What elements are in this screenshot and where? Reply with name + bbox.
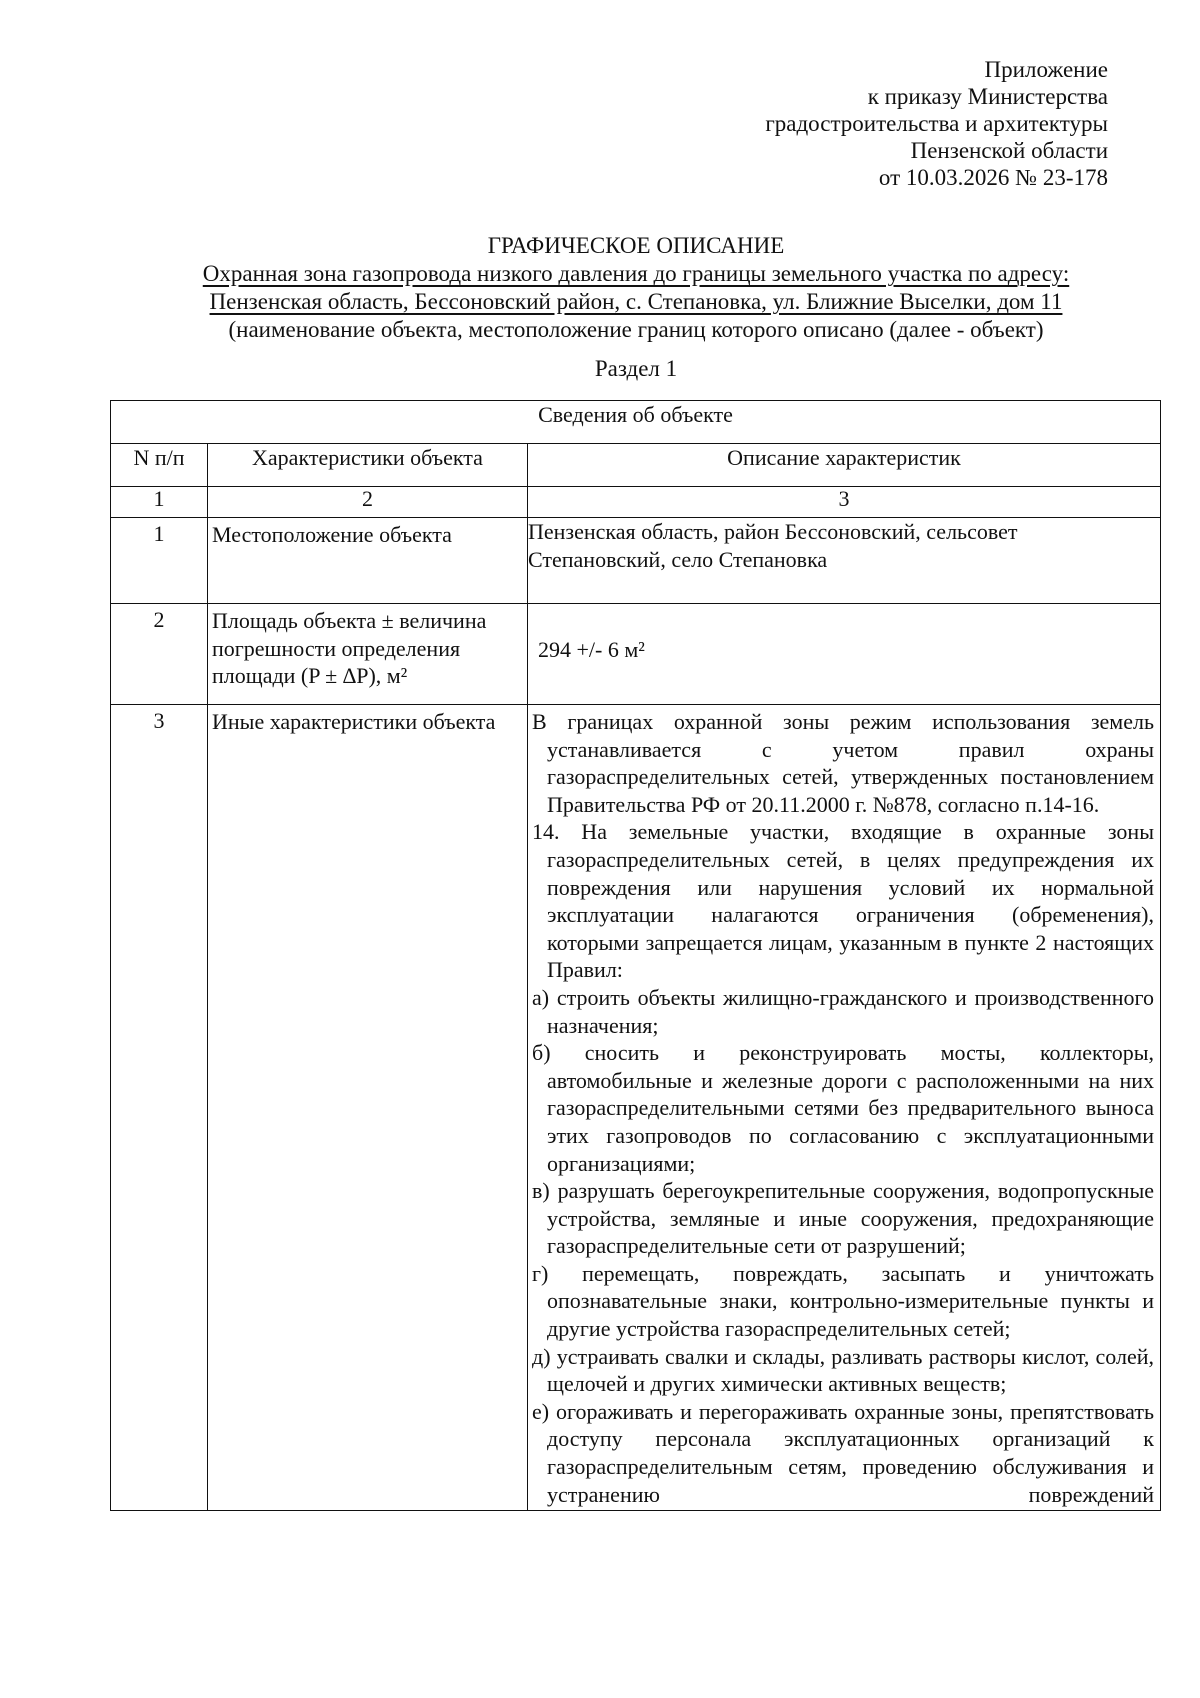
table-title: Сведения об объекте xyxy=(111,401,1161,444)
row-description: Пензенская область, район Бессоновский, сельсовет Степановский, село Степановка xyxy=(528,518,1161,604)
row-characteristic: Местоположение объекта xyxy=(208,518,528,604)
object-info-table xyxy=(110,400,1161,1511)
row-description: 294 +/- 6 м² xyxy=(538,637,645,662)
appendix-block xyxy=(765,56,1108,191)
column-index: 3 xyxy=(528,487,1161,518)
description-paragraph: а) строить объекты жилищно-гражданского и производственного назначения; xyxy=(532,984,1154,1038)
document-heading: ГРАФИЧЕСКОЕ ОПИСАНИЕ xyxy=(487,233,785,258)
row-number: 2 xyxy=(111,604,208,705)
column-index: 1 xyxy=(111,487,208,518)
description-paragraph: 14. На земельные участки, входящие в охранные зоны газораспределительных сетей, в целях предупреждения их повреждения или нарушения условий их нормальной эксплуатации налагаются ограничения (обременения), которыми запрещается лицам, указанным в пункте 2 настоящих Правил: xyxy=(532,819,1154,983)
appendix-line: к приказу Министерства xyxy=(867,84,1108,109)
object-caption: (наименование объекта, местоположение границ которого описано (далее - объект) xyxy=(228,317,1044,342)
description-paragraph: б) сносить и реконструировать мосты, коллекторы, автомобильные и железные дороги с расположенными на них газораспределительными сетями без предварительного выноса этих газопроводов по согласованию с эксплуатационными организациями; xyxy=(532,1040,1154,1176)
description-paragraph: е) огораживать и перегораживать охранные зоны, препятствовать доступу персонала эксплуатационных организаций к газораспределительным сетям, проведению обслуживания и устранению повреждений xyxy=(532,1398,1154,1507)
table-row xyxy=(111,705,1161,1511)
appendix-line: Пензенской области xyxy=(910,138,1108,163)
row-number: 3 xyxy=(111,705,208,1511)
header-description: Описание характеристик xyxy=(528,444,1161,487)
appendix-line: градостроительства и архитектуры xyxy=(765,111,1108,136)
row-number: 1 xyxy=(111,518,208,604)
section-label: Раздел 1 xyxy=(594,356,678,381)
appendix-order-date: от 10.03.2026 № 23-178 xyxy=(878,165,1108,190)
row-description-cell xyxy=(528,604,1161,705)
header-num: N п/п xyxy=(111,444,208,487)
description-paragraph: в) разрушать берегоукрепительные сооружения, водопропускные устройства, земляные и иные сооружения, предохраняющие газораспределительные сети от разрушений; xyxy=(532,1178,1154,1259)
row-description xyxy=(528,705,1161,1511)
column-index: 2 xyxy=(208,487,528,518)
description-paragraph: В границах охранной зоны режим использования земель устанавливается с учетом правил охраны газораспределительных сетей, утвержденных постановлением Правительства РФ от 20.11.2000 г. №878, согласно п.14-16. xyxy=(532,709,1154,817)
title-block xyxy=(0,232,1200,344)
row-characteristic: Иные характеристики объекта xyxy=(208,705,528,1511)
description-paragraph: д) устраивать свалки и склады, разливать растворы кислот, солей, щелочей и других химически активных веществ; xyxy=(532,1343,1154,1397)
row-characteristic: Площадь объекта ± величина погрешности определения площади (P ± ∆P), м² xyxy=(208,604,528,705)
table-row xyxy=(111,518,1161,604)
appendix-line: Приложение xyxy=(984,57,1108,82)
description-paragraph: г) перемещать, повреждать, засыпать и уничтожать опознавательные знаки, контрольно-измерительные пункты и другие устройства газораспределительных сетей; xyxy=(532,1260,1154,1342)
header-characteristic: Характеристики объекта xyxy=(208,444,528,487)
object-name-line1: Охранная зона газопровода низкого давления до границы земельного участка по адресу: xyxy=(202,261,1070,286)
object-name-line2: Пензенская область, Бессоновский район, с. Степановка, ул. Ближние Выселки, дом 11 xyxy=(209,289,1063,314)
table-row xyxy=(111,604,1161,705)
